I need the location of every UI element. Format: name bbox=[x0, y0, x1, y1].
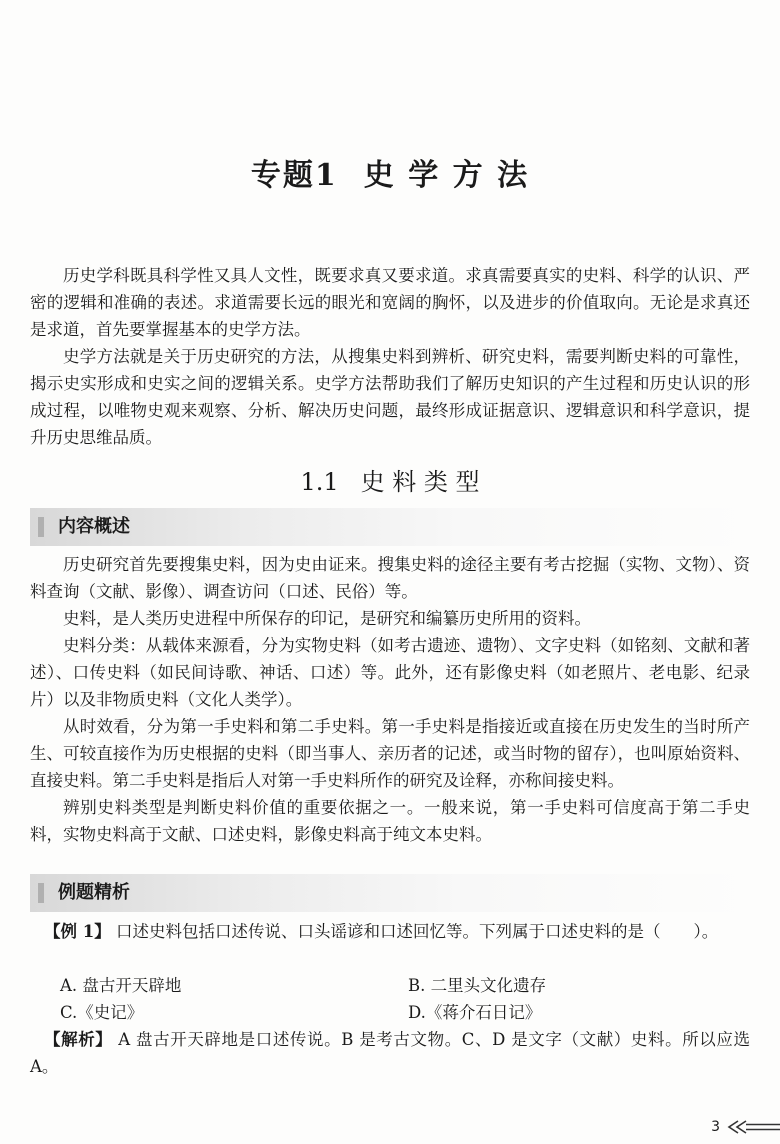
overview-text bbox=[30, 551, 750, 848]
page-title bbox=[0, 150, 780, 194]
analysis-tag: 【解析】 bbox=[44, 1030, 113, 1049]
overview-paragraph: 辨别史料类型是判断史料价值的重要依据之一。一般来说，第一手史料可信度高于第二手史料，实物史料高于文献、口述史料，影像史料高于纯文本史料。 bbox=[30, 798, 750, 844]
intro-paragraph: 史学方法就是关于历史研究的方法，从搜集史料到辨析、研究史料，需要判断史料的可靠性，揭示史实形成和史实之间的逻辑关系。史学方法帮助我们了解历史知识的产生过程和历史认识的形成过程，以唯物史观来观察、分析、解决历史问题，最终形成证据意识、逻辑意识和科学意识，提升历史思维品质。 bbox=[30, 347, 750, 447]
option-a: A. 盘古开天辟地 bbox=[60, 976, 182, 995]
example-options bbox=[30, 972, 750, 1026]
chapter-number: 专题1 bbox=[250, 158, 338, 193]
double-chevron-left-icon bbox=[726, 1120, 780, 1134]
page-footer bbox=[711, 1116, 780, 1138]
example-heading: 例题精析 bbox=[58, 882, 130, 903]
page-number: 3 bbox=[711, 1119, 720, 1135]
example-question bbox=[30, 918, 750, 945]
analysis-text: A 盘古开天辟地是口述传说。B 是考古文物。C、D 是文字（文献）史料。所以应选 A。 bbox=[30, 1030, 751, 1076]
intro-text bbox=[30, 262, 750, 451]
overview-heading: 内容概述 bbox=[58, 516, 130, 537]
overview-paragraph: 史料分类：从载体来源看，分为实物史料（如考古遗迹、遗物）、文字史料（如铭刻、文献和著述）、口传史料（如民间诗歌、神话、口述）等。此外，还有影像史料（如老照片、老电影、纪录片）以及非物质史料（文化人类学）。 bbox=[30, 636, 750, 709]
overview-paragraph: 史料，是人类历史进程中所保存的印记，是研究和编纂历史所用的资料。 bbox=[63, 609, 591, 628]
chapter-name: 史 学 方 法 bbox=[363, 158, 530, 193]
example-bar bbox=[30, 874, 750, 912]
example-tag: 【例 1】 bbox=[44, 922, 111, 941]
section-heading bbox=[0, 462, 780, 497]
option-c: C.《史记》 bbox=[60, 1003, 144, 1022]
overview-bar bbox=[30, 508, 750, 546]
intro-paragraph: 历史学科既具科学性又具人文性，既要求真又要求道。求真需要真实的史料、科学的认识、严密的逻辑和准确的表述。求道需要长远的眼光和宽阔的胸怀，以及进步的价值取向。无论是求真还是求道，首先要掌握基本的史学方法。 bbox=[30, 266, 750, 339]
section-number: 1.1 bbox=[300, 468, 339, 496]
example-question-text: 口述史料包括口述传说、口头谣谚和口述回忆等。下列属于口述史料的是（ ）。 bbox=[115, 922, 719, 941]
bar-marker bbox=[38, 883, 44, 903]
overview-paragraph: 历史研究首先要搜集史料，因为史由证来。搜集史料的途径主要有考古挖掘（实物、文物）、资料查询（文献、影像）、调查访问（口述、民俗）等。 bbox=[30, 555, 750, 601]
option-b: B. 二里头文化遗存 bbox=[408, 976, 547, 995]
section-title: 史 料 类 型 bbox=[360, 468, 480, 496]
example-analysis bbox=[30, 1026, 750, 1080]
overview-paragraph: 从时效看，分为第一手史料和第二手史料。第一手史料是指接近或直接在历史发生的当时所产生、可较直接作为历史根据的史料（即当事人、亲历者的记述，或当时物的留存），也叫原始资料、直接史料。第二手史料是指后人对第一手史料所作的研究及诠释，亦称间接史料。 bbox=[30, 717, 750, 790]
option-d: D.《蒋介石日记》 bbox=[408, 1003, 542, 1022]
bar-marker bbox=[38, 517, 44, 537]
